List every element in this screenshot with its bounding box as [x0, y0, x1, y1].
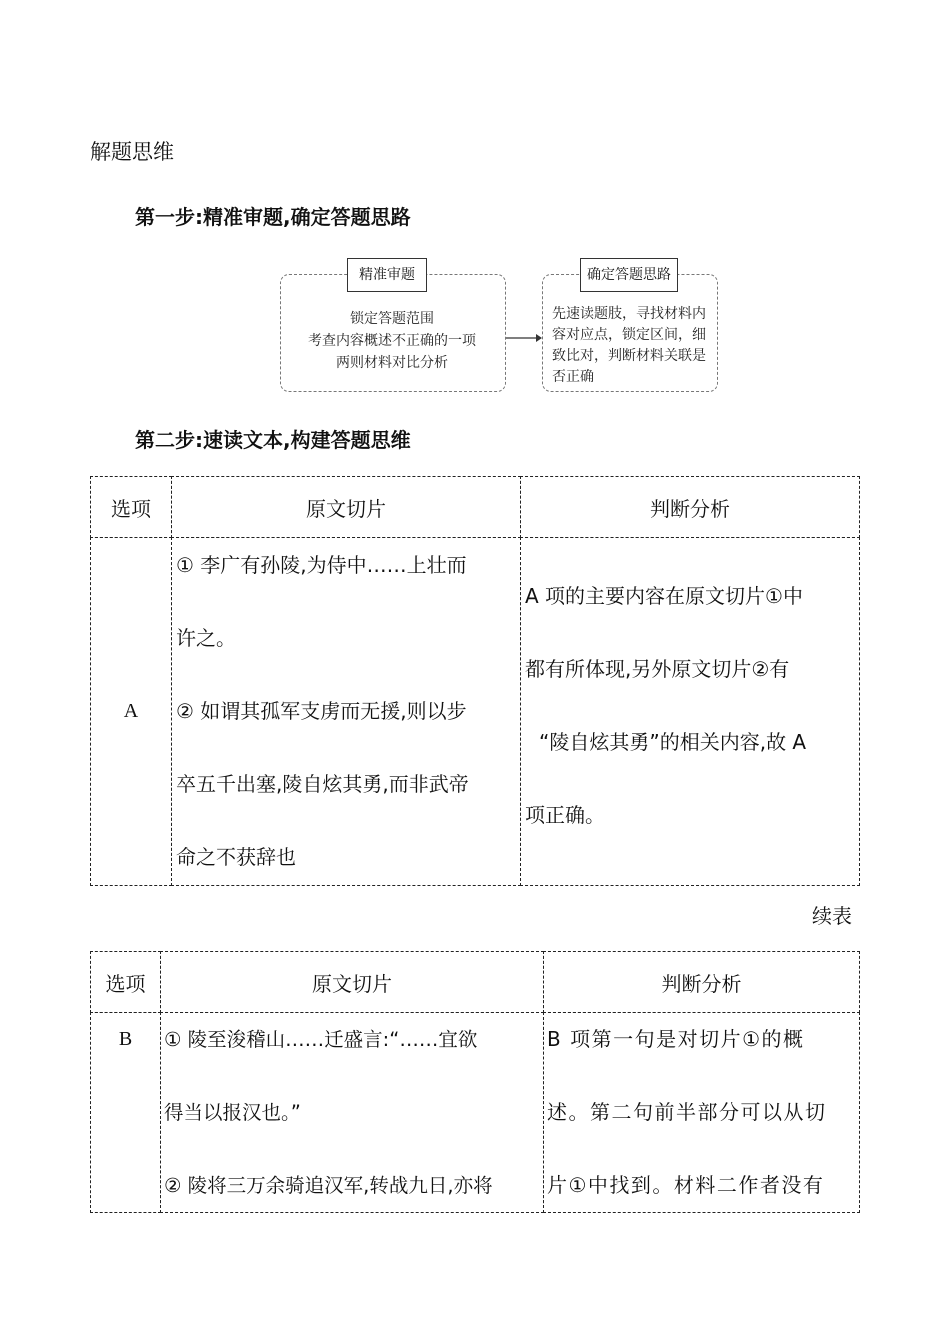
table2-header-source: 原文切片 — [160, 951, 544, 1013]
table2-analysis-cell — [543, 1012, 860, 1213]
table1-header-analysis: 判断分析 — [520, 476, 860, 538]
left-box-text — [280, 308, 504, 374]
right-line: 先速读题肢，寻找材料内 — [552, 306, 706, 322]
table2-option-cell: B — [90, 1012, 161, 1213]
table2-header-option: 选项 — [90, 951, 161, 1013]
right-tag: 确定答题思路 — [580, 258, 678, 292]
table1-option-cell: A — [90, 537, 172, 886]
source-line: 命之不获辞也 — [176, 845, 296, 869]
left-line: 两则材料对比分析 — [336, 355, 448, 371]
right-line: 致比对，判断材料关联是 — [552, 348, 706, 364]
table2-source-cell — [160, 1012, 544, 1213]
section-heading: 解题思维 — [90, 140, 174, 164]
source-line: ① 李广有孙陵,为侍中……上壮而 — [176, 553, 467, 577]
step1-title: 第一步:精准审题,确定答题思路 — [135, 205, 411, 229]
left-tag: 精准审题 — [347, 258, 427, 292]
continued-label: 续表 — [812, 904, 852, 928]
analysis-line: 都有所体现,另外原文切片②有 — [525, 657, 790, 681]
analysis-line: “陵自炫其勇”的相关内容,故 A — [539, 730, 807, 754]
analysis-line: 项正确。 — [525, 803, 605, 827]
source-line: 得当以报汉也。” — [164, 1101, 301, 1124]
left-line: 锁定答题范围 — [350, 311, 434, 327]
analysis-line: A 项的主要内容在原文切片①中 — [525, 584, 803, 608]
right-box-text — [552, 304, 706, 388]
table1-source-cell — [171, 537, 521, 886]
analysis-line: 述。第二句前半部分可以从切 — [547, 1100, 827, 1124]
source-line: 卒五千出塞,陵自炫其勇,而非武帝 — [176, 772, 469, 796]
source-line: ② 陵将三万余骑追汉军,转战九日,亦将 — [164, 1174, 493, 1197]
source-line: ① 陵至浚稽山……迁盛言:“……宜欲 — [164, 1028, 478, 1051]
analysis-line: 片①中找到。材料二作者没有 — [547, 1173, 825, 1197]
table1-analysis-cell — [520, 537, 860, 886]
source-line: 许之。 — [176, 626, 236, 650]
right-line: 容对应点，锁定区间，细 — [552, 327, 706, 343]
step2-title: 第二步:速读文本,构建答题思维 — [135, 428, 411, 452]
right-line: 否正确 — [552, 369, 594, 385]
analysis-line: B 项第一句是对切片①的概 — [547, 1027, 805, 1051]
flow-diagram — [270, 252, 730, 397]
table1-header-source: 原文切片 — [171, 476, 521, 538]
source-line: ② 如谓其孤军支虏而无援,则以步 — [176, 699, 467, 723]
left-line: 考查内容概述不正确的一项 — [308, 333, 476, 349]
table2-header-analysis: 判断分析 — [543, 951, 860, 1013]
arrow-right-icon — [506, 332, 542, 344]
table1-header-option: 选项 — [90, 476, 172, 538]
